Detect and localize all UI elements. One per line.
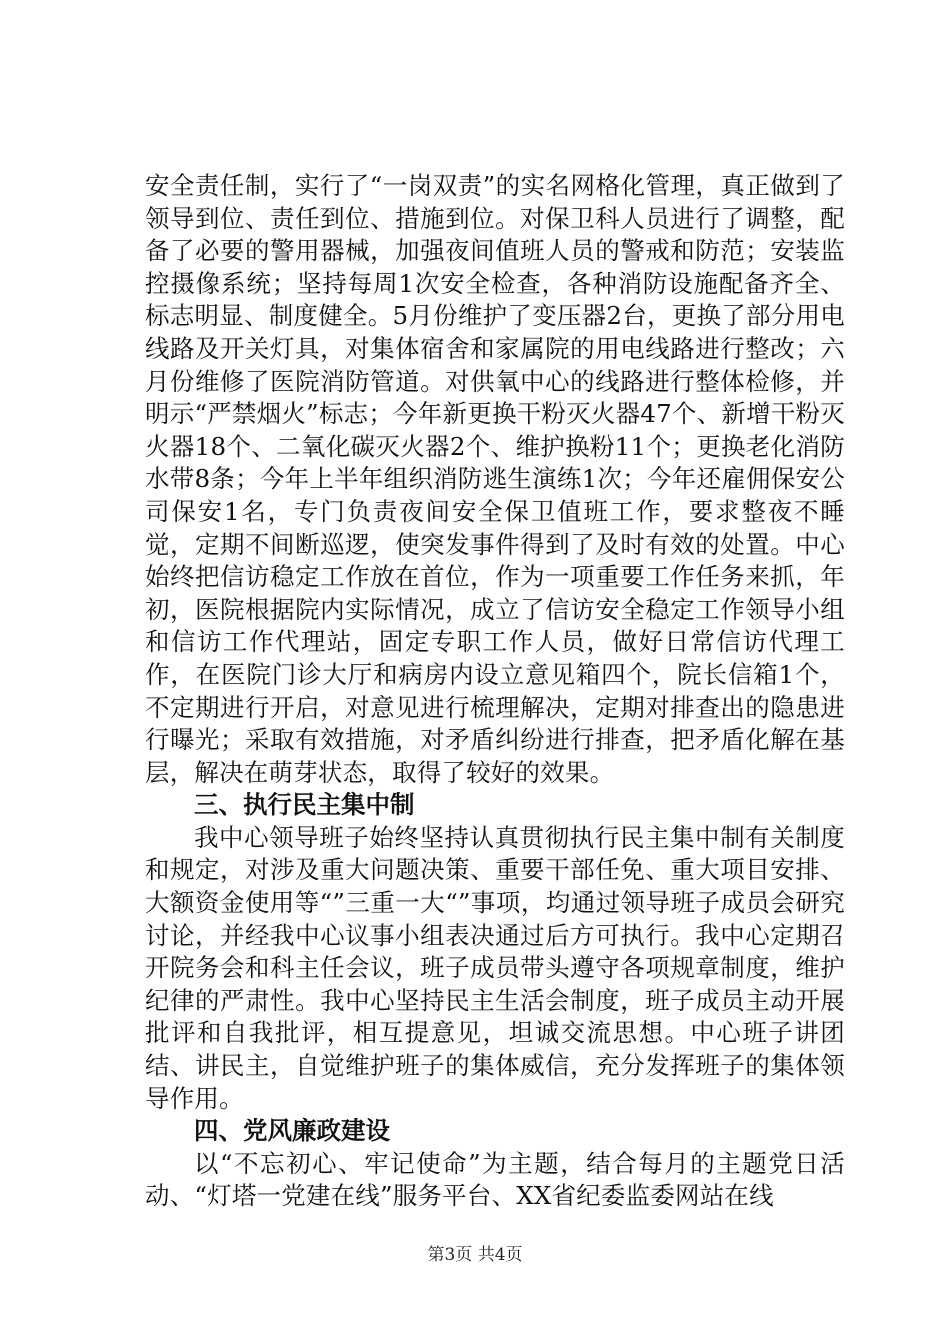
page-number-footer: 第3页 共4页 (427, 1245, 523, 1265)
paragraph-democratic-centralism: 我中心领导班子始终坚持认真贯彻执行民主集中制有关制度和规定，对涉及重大问题决策、重要干部任免、重大项目安排、大额资金使用等“”三重一大“”事项，均通过领导班子成员会研究讨论，并经我中心议事小组表决通过后方可执行。我中心定期召开院务会和科主任会议，班子成员带头遵守各项规章制度，维护纪律的严肃性。我中心坚持民主生活会制度，班子成员主动开展批评和自我批评，相互提意见，坦诚交流思想。中心班子讲团结、讲民主，自觉维护班子的集体威信，充分发挥班子的集体领导作用。 (145, 822, 845, 1113)
paragraph-safety-responsibility: 安全责任制，实行了“一岗双责”的实名网格化管理，真正做到了领导到位、责任到位、措施到位。对保卫科人员进行了调整，配备了必要的警用器械，加强夜间值班人员的警戒和防范；安装监控摄像系统；坚持每周1次安全检查，各种消防设施配备齐全、标志明显、制度健全。5月份维护了变压器2台，更换了部分用电线路及开关灯具，对集体宿舍和家属院的用电线路进行整改；六月份维修了医院消防管道。对供氧中心的线路进行整体检修，并明示“严禁烟火”标志；今年新更换干粉灭火器47个、新增干粉灭火器18个、二氧化碳灭火器2个、维护换粉11个；更换老化消防水带8条；今年上半年组织消防逃生演练1次；今年还雇佣保安公司保安1名，专门负责夜间安全保卫值班工作，要求整夜不睡觉，定期不间断巡逻，使突发事件得到了及时有效的处置。中心始终把信访稳定工作放在首位，作为一项重要工作任务来抓，年初，医院根据院内实际情况，成立了信访安全稳定工作领导小组和信访工作代理站，固定专职工作人员，做好日常信访代理工作，在医院门诊大厅和病房内设立意见箱四个，院长信箱1个，不定期进行开启，对意见进行梳理解决，定期对排查出的隐患进行曝光；采取有效措施，对矛盾纠纷进行排查，把矛盾化解在基层，解决在萌芽状态，取得了较好的效果。 (145, 171, 845, 787)
paragraph-party-integrity: 以“不忘初心、牢记使命”为主题，结合每月的主题党日活动、“灯塔一党建在线”服务平台、XX省纪委监委网站在线 (145, 1148, 845, 1211)
section-heading-democratic-centralism: 三、执行民主集中制 (194, 790, 415, 820)
section-heading-party-integrity: 四、党风廉政建设 (194, 1116, 390, 1146)
document-body (145, 170, 845, 1213)
